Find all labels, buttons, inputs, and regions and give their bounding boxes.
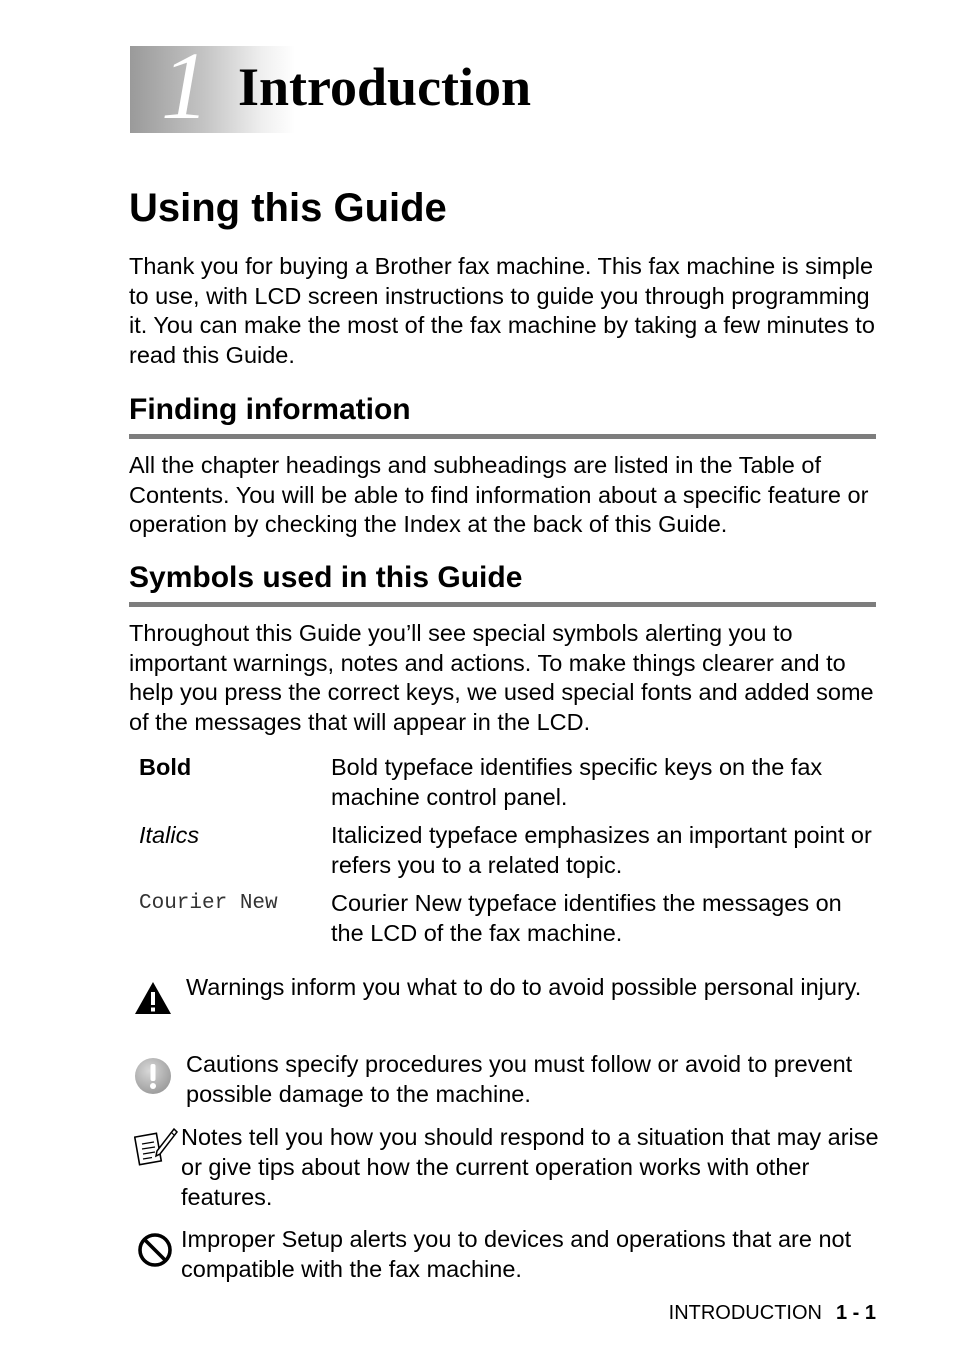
intro-paragraph: Thank you for buying a Brother fax machine. This fax machine is simple to use, with LCD screen instructions to guide you through programming it. You can make the most of the fax machine by taking a few minutes to read this Guide. [129, 253, 875, 368]
warning-text: Warnings inform you what to do to avoid possible personal injury. [186, 974, 862, 1000]
page-number: 1 - 1 [835, 1302, 876, 1324]
finding-heading: Finding information [129, 393, 411, 426]
symbol-desc-courier: Courier New typeface identifies the messages on the LCD of the fax machine. [331, 890, 842, 946]
caution-text: Cautions specify procedures you must follow or avoid to prevent possible damage to the machine. [186, 1051, 853, 1107]
caution-exclamation-icon [133, 1056, 173, 1096]
warning-triangle-icon [133, 980, 173, 1016]
chapter-number: 1 [161, 32, 209, 139]
symbols-paragraph: Throughout this Guide you’ll see special symbols alerting you to important warnings, notes and actions. To make things clearer and to help you press the correct keys, we used special fonts and added some of the messages that will appear in the LCD. [129, 620, 874, 735]
page-footer [669, 1300, 876, 1326]
symbol-desc-italics: Italicized typeface emphasizes an important point or refers you to a related topic. [331, 822, 872, 878]
symbol-desc-bold: Bold typeface identifies specific keys on the fax machine control panel. [331, 754, 823, 810]
heading-rule [129, 602, 876, 607]
note-text: Notes tell you how you should respond to a situation that may arise or give tips about how the current operation works with other features. [181, 1124, 879, 1210]
symbol-term-italics: Italics [139, 822, 200, 848]
section-title: Using this Guide [129, 186, 447, 230]
prohibited-icon [136, 1231, 174, 1269]
symbols-heading: Symbols used in this Guide [129, 561, 523, 594]
heading-rule [129, 434, 876, 439]
footer-section: INTRODUCTION [668, 1302, 822, 1324]
symbol-term-bold: Bold [139, 754, 192, 780]
improper-setup-text: Improper Setup alerts you to devices and operations that are not compatible with the fax machine. [181, 1226, 852, 1282]
chapter-title: Introduction [238, 57, 532, 117]
note-pencil-icon [134, 1126, 178, 1168]
finding-paragraph: All the chapter headings and subheadings are listed in the Table of Contents. You will be able to find information about a specific feature or operation by checking the Index at the back of this Guide. [129, 452, 869, 537]
symbol-term-courier: Courier New [139, 892, 278, 915]
